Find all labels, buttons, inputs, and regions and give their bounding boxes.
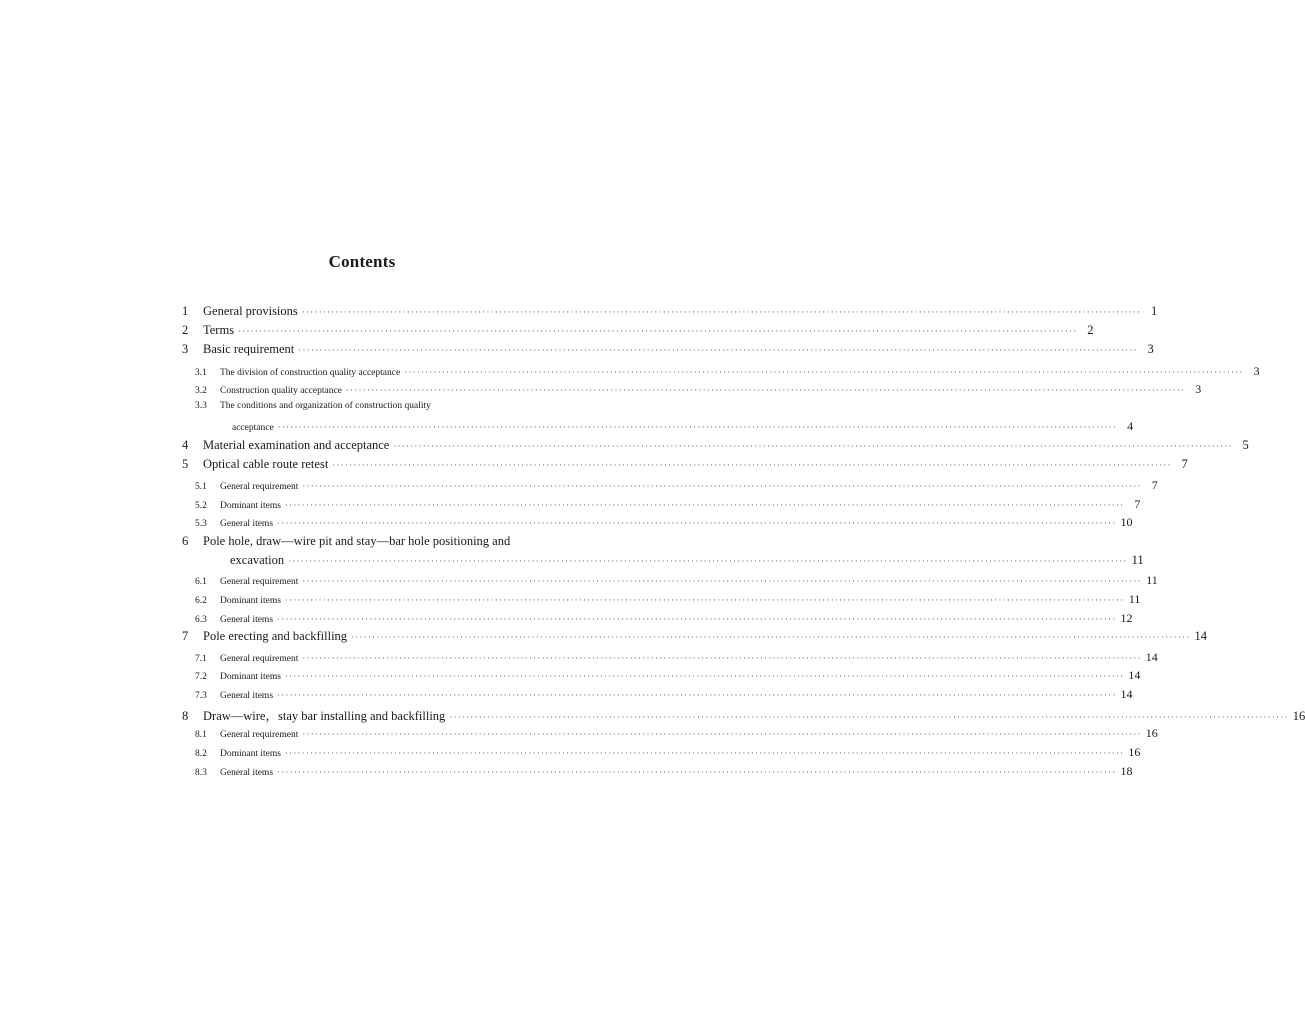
toc-entry-number: 7.2: [195, 672, 207, 682]
toc-entry[interactable]: [230, 553, 1144, 568]
toc-entry[interactable]: [195, 726, 1158, 741]
toc-entry-label: General items: [220, 691, 274, 701]
toc-entry-number: 3.3: [195, 401, 207, 411]
toc-entry[interactable]: [182, 438, 1249, 453]
dot-leader: ········································································································································································································: [449, 712, 1289, 722]
toc-entry-page: 10: [1120, 515, 1133, 529]
toc-entry[interactable]: [195, 382, 1202, 397]
dot-leader: ········································································································································································································: [277, 422, 1118, 432]
toc-entry-page: 5: [1242, 438, 1249, 452]
toc-entry[interactable]: [195, 515, 1133, 530]
toc-entry-page: 2: [1087, 323, 1094, 337]
toc-entry[interactable]: [195, 650, 1158, 665]
toc-entry[interactable]: [182, 457, 1188, 472]
toc-entry-number: 8.3: [195, 768, 207, 778]
toc-entry-page: 1: [1150, 304, 1158, 318]
toc-entry-page: 16: [1128, 745, 1141, 759]
toc-entry[interactable]: [182, 304, 1158, 319]
toc-entry-label: Basic requirement: [203, 342, 295, 356]
toc-entry[interactable]: [195, 611, 1133, 626]
toc-entry-number: 2: [182, 323, 189, 337]
contents-title: Contents: [328, 252, 396, 271]
toc-entry[interactable]: [195, 687, 1133, 702]
toc-entry-page: 7: [1181, 457, 1188, 471]
toc-entry-number: 3.1: [195, 368, 207, 378]
dot-leader: ········································································································································································································: [301, 307, 1142, 317]
toc-entry-label: General requirement: [220, 730, 299, 740]
toc-entry-page: 11: [1146, 573, 1158, 587]
toc-entry-label: General items: [220, 519, 274, 529]
toc-entry-label: General items: [220, 768, 274, 778]
dot-leader: ········································································································································································································: [284, 595, 1125, 605]
toc-entry-page: 12: [1120, 611, 1133, 625]
toc-entry-page: 3: [1147, 342, 1154, 356]
toc-entry[interactable]: [195, 364, 1260, 379]
toc-entry-page: 11: [1128, 592, 1141, 606]
toc-entry-label: General requirement: [220, 654, 299, 664]
toc-entry-label: Optical cable route retest: [203, 457, 329, 471]
toc-entry-label: Dominant items: [220, 501, 281, 511]
toc-entry-number: 3: [182, 342, 189, 356]
toc-entry-label: Draw—wire，stay bar installing and backfilling: [203, 709, 446, 723]
toc-entry[interactable]: [195, 401, 540, 411]
toc-entry-label: Pole erecting and backfilling: [203, 629, 348, 643]
toc-entry-page: 7: [1151, 478, 1158, 492]
toc-entry-page: 14: [1120, 687, 1133, 701]
toc-entry[interactable]: [195, 592, 1141, 607]
toc-entry[interactable]: [195, 478, 1158, 493]
dot-leader: ········································································································································································································: [404, 367, 1244, 377]
toc-entry-number: 6.1: [195, 577, 207, 587]
dot-leader: ········································································································································································································: [277, 690, 1117, 700]
toc-entry-label: Construction quality acceptance: [220, 386, 342, 396]
toc-entry-label: Dominant items: [220, 749, 281, 759]
toc-entry-number: 5: [182, 457, 189, 471]
toc-entry-number: 5.3: [195, 519, 207, 529]
toc-entry-page: 14: [1128, 668, 1141, 682]
toc-entry-label: Dominant items: [220, 672, 281, 682]
toc-entry-label: The conditions and organization of construction quality: [220, 401, 431, 411]
toc-entry[interactable]: [182, 342, 1154, 357]
toc-entry-page: 18: [1120, 764, 1133, 778]
toc-entry-label: General requirement: [220, 577, 299, 587]
toc-entry-label: General requirement: [220, 482, 299, 492]
toc-entry-number: 6: [182, 534, 189, 548]
toc-entry-label: Pole hole, draw—wire pit and stay—bar hole positioning and: [203, 534, 511, 548]
toc-entry-label: General items: [220, 615, 274, 625]
toc-entry-number: 7: [182, 629, 189, 643]
toc-entry[interactable]: [232, 419, 1134, 434]
dot-leader: ········································································································································································································: [284, 500, 1125, 510]
dot-leader: ········································································································································································································: [351, 632, 1191, 642]
toc-entry-page: 3: [1195, 382, 1202, 396]
dot-leader: ········································································································································································································: [277, 614, 1117, 624]
toc-entry[interactable]: [195, 573, 1158, 588]
toc-entry-number: 7.1: [195, 654, 207, 664]
dot-leader: ········································································································································································································: [288, 556, 1128, 566]
dot-leader: ········································································································································································································: [284, 671, 1125, 681]
toc-entry[interactable]: [195, 764, 1133, 779]
toc-entry[interactable]: [195, 497, 1141, 512]
toc-entry-page: 14: [1145, 650, 1158, 664]
dot-leader: ········································································································································································································: [277, 518, 1117, 528]
dot-leader: ········································································································································································································: [277, 767, 1117, 777]
dot-leader: ········································································································································································································: [302, 481, 1142, 491]
toc-entry-page: 7: [1134, 497, 1141, 511]
toc-entry-label: Material examination and acceptance: [203, 438, 390, 452]
toc-entry-label: The division of construction quality acceptance: [220, 368, 401, 378]
dot-leader: ········································································································································································································: [393, 441, 1233, 451]
toc-entry-number: 8.1: [195, 730, 207, 740]
toc-entry-label: General provisions: [203, 304, 298, 318]
dot-leader: ········································································································································································································: [332, 460, 1172, 470]
toc-entry-label: Terms: [203, 323, 235, 337]
toc-entry-number: 8: [182, 709, 189, 723]
toc-entry-number: 7.3: [195, 691, 207, 701]
dot-leader: ········································································································································································································: [345, 385, 1186, 395]
toc-entry-label: Dominant items: [220, 596, 281, 606]
toc-entry-number: 5.2: [195, 501, 207, 511]
toc-entry-page: 16: [1292, 709, 1305, 723]
toc-entry[interactable]: [182, 534, 540, 549]
toc-entry[interactable]: [182, 323, 1094, 338]
dot-leader: ········································································································································································································: [238, 326, 1078, 336]
toc-entry-page: 16: [1145, 726, 1158, 740]
dot-leader: ········································································································································································································: [284, 748, 1125, 758]
toc-entry[interactable]: [182, 629, 1207, 644]
toc-entry-number: 4: [182, 438, 189, 452]
toc-entry[interactable]: [195, 668, 1141, 683]
toc-entry-number: 3.2: [195, 386, 207, 396]
toc-entry[interactable]: [182, 706, 1305, 724]
toc-entry-page: 14: [1194, 629, 1207, 643]
toc-entry-page: 11: [1131, 553, 1144, 567]
toc-entry[interactable]: [195, 745, 1141, 760]
toc-entry-number: 5.1: [195, 482, 207, 492]
toc-entry-number: 6.2: [195, 596, 207, 606]
toc-entry-number: 1: [182, 304, 189, 318]
toc-entry-number: 6.3: [195, 615, 207, 625]
toc-entry-label: acceptance: [232, 423, 274, 433]
dot-leader: ········································································································································································································: [302, 653, 1142, 663]
toc-entry-page: 4: [1127, 419, 1134, 433]
toc-entry-label: excavation: [230, 553, 285, 567]
toc-entry-number: 8.2: [195, 749, 207, 759]
dot-leader: ········································································································································································································: [302, 576, 1142, 586]
dot-leader: ········································································································································································································: [302, 729, 1142, 739]
dot-leader: ········································································································································································································: [298, 345, 1138, 355]
toc-entry-page: 3: [1253, 364, 1260, 378]
